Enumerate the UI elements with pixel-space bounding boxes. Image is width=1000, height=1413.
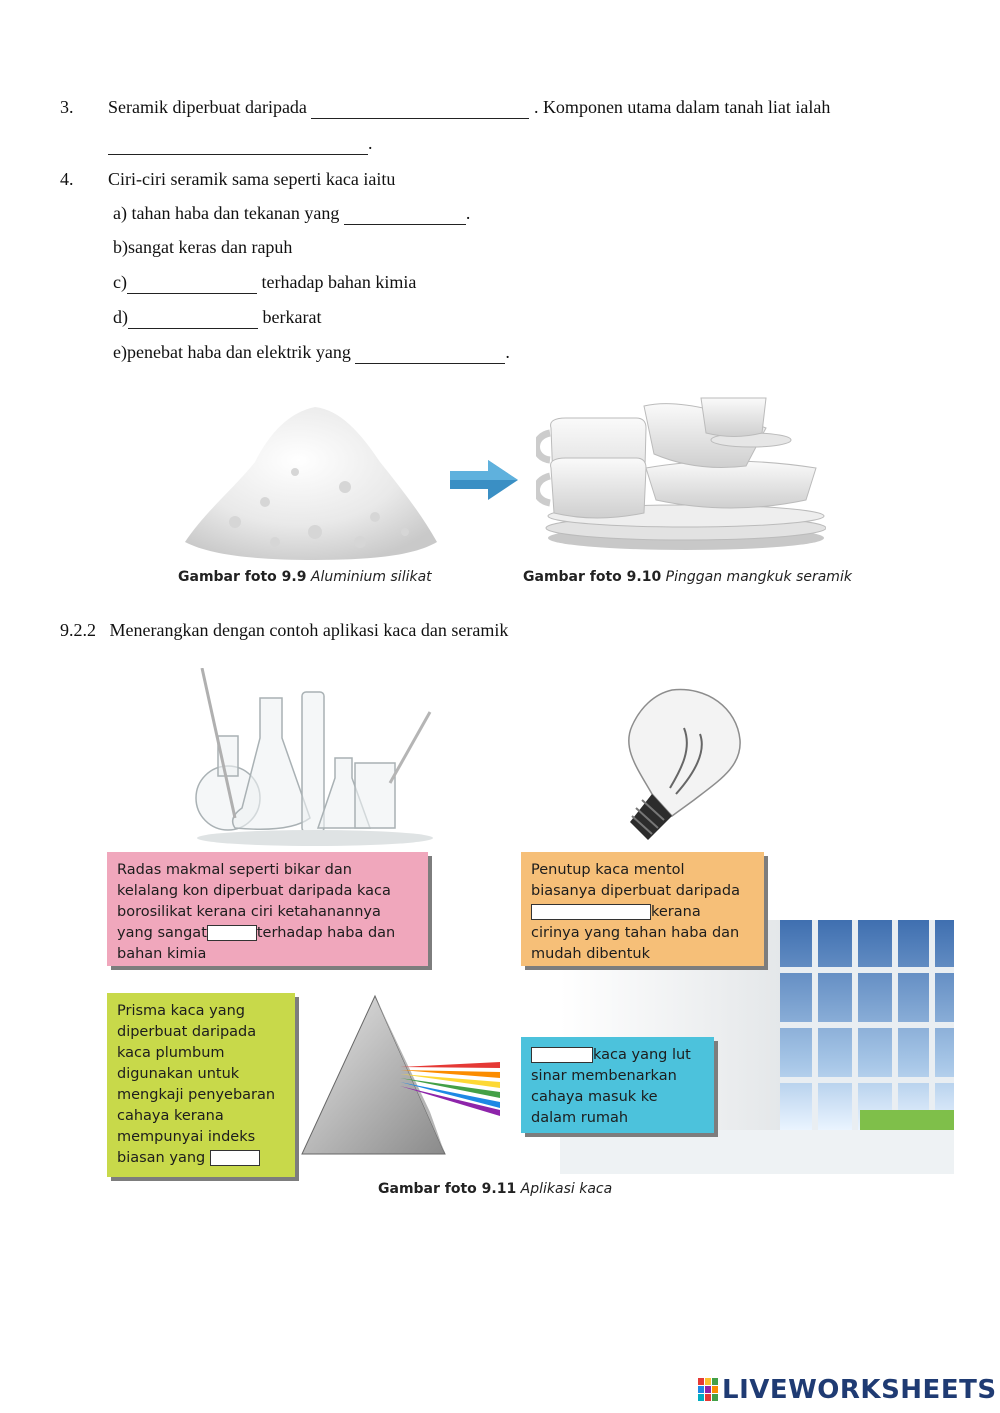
q4d-answer-field[interactable] xyxy=(128,310,258,329)
card-text: yang sangat xyxy=(117,925,207,941)
card-text-line: Radas makmal seperti bikar dan xyxy=(117,862,352,878)
glass-prism-image xyxy=(300,992,505,1158)
card-text: kaca yang lut xyxy=(593,1047,691,1063)
section-heading xyxy=(60,619,508,641)
q3-line1 xyxy=(108,96,830,119)
figure-caption-label: Gambar foto 9.11 xyxy=(378,1181,517,1197)
q4-item-label: d) xyxy=(113,307,128,327)
q3-answer-1-field[interactable] xyxy=(311,100,529,119)
card-text-line xyxy=(117,1148,285,1169)
q3-answer-2-field[interactable] xyxy=(108,136,368,155)
card-text: terhadap haba dan xyxy=(256,925,396,941)
card-window xyxy=(521,1037,714,1133)
arrow-right-icon xyxy=(450,460,520,500)
card-text-line: digunakan untuk xyxy=(117,1066,240,1082)
q4-item-label: b) xyxy=(113,237,128,257)
card-text-line: cahaya kerana xyxy=(117,1108,224,1124)
card-text-line: mudah dibentuk xyxy=(531,946,651,962)
light-bulb-image xyxy=(612,688,752,846)
card-text-line: Penutup kaca mentol xyxy=(531,862,685,878)
card-text-line: mempunyai indeks xyxy=(117,1129,256,1145)
section-title: Menerangkan dengan contoh aplikasi kaca dan seramik xyxy=(109,620,509,640)
card-text-line: mengkaji penyebaran xyxy=(117,1087,276,1103)
figure-9-10-caption xyxy=(523,569,852,585)
blue-answer-box[interactable] xyxy=(531,1047,593,1063)
q4-item-d xyxy=(113,306,321,329)
q3-end: . xyxy=(368,133,373,153)
card-light-bulb xyxy=(521,852,764,966)
ceramic-dishes-image xyxy=(536,388,826,553)
q4-item-text: tahan haba dan tekanan yang xyxy=(131,203,340,223)
q4-number: 4. xyxy=(60,169,74,189)
card-text-line: cahaya masuk ke xyxy=(531,1089,658,1105)
liveworksheets-brand[interactable]: LIVEWORKSHEETS xyxy=(722,1375,997,1405)
q4-item-label: a) xyxy=(113,203,127,223)
q4-item-text: berkarat xyxy=(262,307,322,327)
q4-item-label: e) xyxy=(113,342,127,362)
q4e-answer-field[interactable] xyxy=(355,345,505,364)
card-text-line: Prisma kaca yang xyxy=(117,1003,246,1019)
section-number: 9.2.2 xyxy=(60,620,96,640)
q4-item-b xyxy=(113,236,292,258)
card-text-line xyxy=(117,923,418,944)
card-text-line: borosilikat kerana ciri ketahanannya xyxy=(117,904,381,920)
q4-item-end: . xyxy=(505,342,510,362)
figure-caption-title: Aplikasi kaca xyxy=(520,1181,613,1197)
figure-caption-label: Gambar foto 9.10 xyxy=(523,569,662,585)
liveworksheets-logo-icon xyxy=(698,1378,720,1402)
q3-line2 xyxy=(108,132,373,155)
q4-item-c xyxy=(113,271,416,294)
q3-text-before: Seramik diperbuat daripada xyxy=(108,97,307,117)
q4-item-e xyxy=(113,341,510,364)
card-text-line: cirinya yang tahan haba dan xyxy=(531,925,740,941)
q4-item-end: . xyxy=(465,203,471,223)
card-text-line: kaca plumbum xyxy=(117,1045,225,1061)
figure-9-11-caption xyxy=(378,1181,612,1197)
q4-item-label: c) xyxy=(113,272,127,292)
card-text: kerana xyxy=(651,904,701,920)
q4-text: Ciri-ciri seramik sama seperti kaca iaitu xyxy=(108,169,396,189)
q4a-answer-field[interactable] xyxy=(344,206,466,225)
green-answer-box[interactable] xyxy=(210,1150,260,1166)
card-text-line: diperbuat daripada xyxy=(117,1024,257,1040)
figure-caption-title: Pinggan mangkuk seramik xyxy=(665,569,852,585)
figure-9-9-caption xyxy=(178,569,432,585)
q4-item-text: terhadap bahan kimia xyxy=(261,272,417,292)
card-text-line: sinar membenarkan xyxy=(531,1068,677,1084)
q3-number: 3. xyxy=(60,97,74,117)
card-prism xyxy=(107,993,295,1177)
card-text: biasan yang xyxy=(117,1150,206,1166)
card-text-line xyxy=(531,902,754,923)
card-lab-glassware xyxy=(107,852,428,966)
orange-answer-box[interactable] xyxy=(531,904,651,920)
q4c-answer-field[interactable] xyxy=(127,275,257,294)
figure-caption-label: Gambar foto 9.9 xyxy=(178,569,307,585)
card-text-line: biasanya diperbuat daripada xyxy=(531,883,740,899)
q4-item-text: penebat haba dan elektrik yang xyxy=(126,342,351,362)
aluminium-silicate-powder-image xyxy=(175,392,445,562)
card-text-line xyxy=(531,1045,704,1066)
q4-item-text: sangat keras dan rapuh xyxy=(128,237,293,257)
card-text-line: kelalang kon diperbuat daripada kaca xyxy=(117,883,391,899)
figure-caption-title: Aluminium silikat xyxy=(310,569,432,585)
pink-answer-box[interactable] xyxy=(207,925,257,941)
q3-text-after: . Komponen utama dalam tanah liat ialah xyxy=(533,97,831,117)
card-text-line: bahan kimia xyxy=(117,946,207,962)
lab-glassware-image xyxy=(190,668,440,846)
q4-item-a xyxy=(113,202,470,225)
card-text-line: dalam rumah xyxy=(531,1110,629,1126)
